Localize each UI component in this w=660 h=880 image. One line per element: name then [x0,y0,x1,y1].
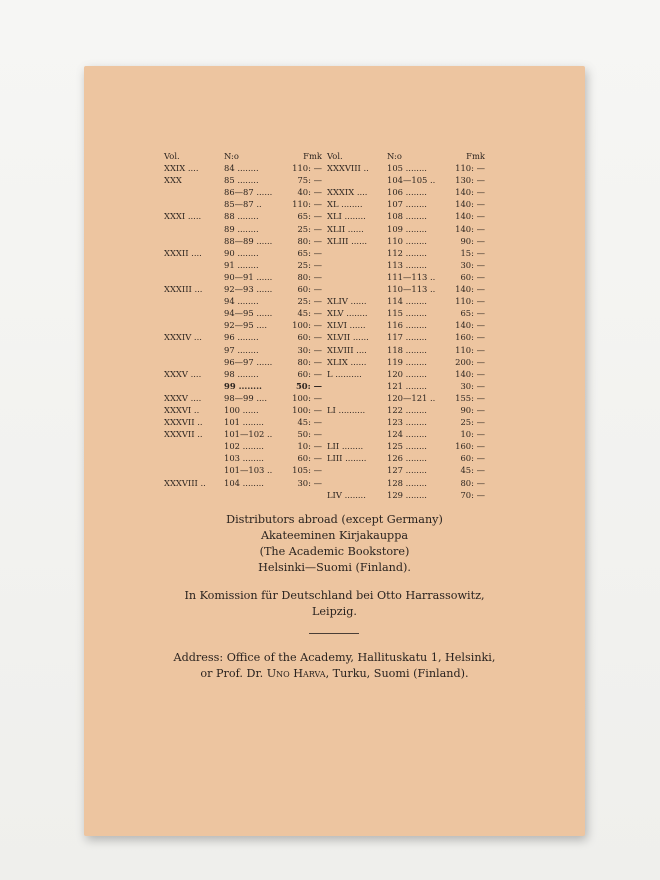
row-vol: XXXIV ... [164,332,202,343]
row-price: 25: — [297,259,322,270]
table-row [327,380,485,392]
address-prefix: or Prof. Dr. [200,667,267,680]
row-no: 119 ........ [387,356,427,367]
book-back-cover [84,66,585,836]
row-no: 98—99 .... [224,392,267,403]
row-vol: XXXVI .. [164,404,200,415]
row-no: 101 ........ [224,417,264,428]
row-price: 100: — [292,392,322,403]
row-price: 30: — [297,344,322,355]
row-vol: XXXII .... [164,247,202,258]
row-price: 110: — [292,163,322,174]
row-price: 160: — [455,332,485,343]
row-vol: XXXVII .. [164,429,203,440]
table-row [327,247,485,259]
row-vol: XXXIX .... [327,187,368,198]
table-row [327,368,485,380]
header-vol: Vol. [164,151,180,161]
row-vol: XL ........ [327,199,363,210]
row-no: 97 ........ [224,344,259,355]
row-price: 70: — [460,489,485,500]
header-price: Fmk [466,151,485,161]
row-no: 115 ........ [387,308,427,319]
row-vol: XXXV .... [164,368,202,379]
row-price: 75: — [297,175,322,186]
table-row [164,331,322,343]
row-price: 140: — [455,199,485,210]
row-no: 89 ........ [224,223,259,234]
row-price: 30: — [460,380,485,391]
table-row [327,174,485,186]
row-no: 114 ........ [387,296,427,307]
row-price: 90: — [460,404,485,415]
row-price: 30: — [460,259,485,270]
row-price: 140: — [455,368,485,379]
row-no: 105 ........ [387,163,427,174]
table-header [327,150,485,162]
row-no: 122 ........ [387,404,427,415]
row-no: 104 ........ [224,477,264,488]
row-no: 112 ........ [387,247,427,258]
row-price: 60: — [297,332,322,343]
row-no: 102 ........ [224,441,264,452]
table-row [164,235,322,247]
row-vol: LII ........ [327,441,364,452]
row-price: 80: — [297,271,322,282]
row-no: 94—95 ...... [224,308,273,319]
row-vol: LIV ........ [327,489,366,500]
table-row [164,428,322,440]
table-row [327,452,485,464]
row-price: 65: — [297,211,322,222]
header-no: N:o [387,151,402,161]
row-vol: XXXI ..... [164,211,202,222]
row-no: 109 ........ [387,223,427,234]
row-no: 117 ........ [387,332,427,343]
address-name-last: Harva [293,667,326,680]
table-row [327,223,485,235]
commission-line: Leipzig. [312,605,357,618]
row-no: 127 ........ [387,465,427,476]
table-row [164,356,322,368]
table-row [327,186,485,198]
row-no: 106 ........ [387,187,427,198]
row-no: 94 ........ [224,296,259,307]
row-price: 110: — [455,296,485,307]
table-row [327,307,485,319]
price-table-right-column [327,150,485,501]
row-no: 101—102 .. [224,429,273,440]
row-vol: XLI ........ [327,211,366,222]
row-price: 25: — [460,417,485,428]
table-row [164,247,322,259]
row-price: 65: — [297,247,322,258]
table-row [327,464,485,476]
row-no: 110 ........ [387,235,427,246]
row-price: 80: — [297,235,322,246]
row-price: 100: — [292,320,322,331]
row-vol: XLV ........ [327,308,368,319]
row-price: 65: — [460,308,485,319]
row-no: 108 ........ [387,211,427,222]
row-no: 111—113 .. [387,271,436,282]
row-vol: XXIX .... [164,163,199,174]
table-row [164,380,322,392]
header-vol: Vol. [327,151,343,161]
row-no: 110—113 .. [387,284,436,295]
table-row [164,295,322,307]
divider [309,633,359,634]
table-row [164,174,322,186]
row-price: 80: — [460,477,485,488]
table-row [164,198,322,210]
row-price: 140: — [455,223,485,234]
row-no: 121 ........ [387,380,427,391]
row-no: 84 ........ [224,163,259,174]
table-row [164,259,322,271]
row-price: 45: — [460,465,485,476]
row-vol: XLVII ...... [327,332,369,343]
row-no: 96—97 ...... [224,356,273,367]
row-vol: XLIV ...... [327,296,367,307]
row-no: 88—89 ...... [224,235,273,246]
row-price: 110: — [455,163,485,174]
row-vol: XXXVIII .. [164,477,206,488]
row-price: 40: — [297,187,322,198]
row-price: 140: — [455,284,485,295]
table-row [164,271,322,283]
table-row [327,283,485,295]
table-row [327,404,485,416]
table-row [164,392,322,404]
table-row [164,162,322,174]
row-price: 80: — [297,356,322,367]
row-no: 92—93 ...... [224,284,273,295]
address-line: Address: Office of the Academy, Hallituskatu 1, Helsinki, [173,651,496,664]
row-no: 100 ...... [224,404,259,415]
row-no: 116 ........ [387,320,427,331]
row-vol: LIII ........ [327,453,367,464]
row-price: 160: — [455,441,485,452]
table-row [327,319,485,331]
address-line [84,666,585,682]
row-vol: XLII ...... [327,223,364,234]
row-no: 128 ........ [387,477,427,488]
row-no: 113 ........ [387,259,427,270]
row-price: 60: — [297,284,322,295]
table-row [327,440,485,452]
row-vol: XLIX ...... [327,356,367,367]
table-row [327,331,485,343]
row-price: 100: — [292,404,322,415]
row-no: 107 ........ [387,199,427,210]
row-price: 105: — [292,465,322,476]
row-no: 123 ........ [387,417,427,428]
row-price: 155: — [455,392,485,403]
table-row [327,210,485,222]
row-price: 60: — [460,271,485,282]
row-no: 90—91 ...... [224,271,273,282]
header-no: N:o [224,151,239,161]
row-vol: XLIII ...... [327,235,368,246]
row-no: 126 ........ [387,453,427,464]
address-block [84,650,585,682]
table-row [164,404,322,416]
row-no: 124 ........ [387,429,427,440]
row-no: 120—121 .. [387,392,436,403]
distributors-line: Akateeminen Kirjakauppa [260,529,409,542]
row-price: 130: — [455,175,485,186]
row-price: 45: — [297,417,322,428]
table-header [164,150,322,162]
row-no: 125 ........ [387,441,427,452]
row-vol: LI .......... [327,404,366,415]
table-row [327,259,485,271]
table-row [164,477,322,489]
table-row [164,223,322,235]
address-suffix: , Turku, Suomi (Finland). [325,667,469,680]
row-price: 110: — [455,344,485,355]
row-price: 45: — [297,308,322,319]
table-row [164,307,322,319]
row-no: 86—87 ...... [224,187,273,198]
table-row [327,235,485,247]
row-no: 96 ........ [224,332,259,343]
row-no: 85—87 .. [224,199,262,210]
row-no: 129 ........ [387,489,427,500]
row-vol: XLVI ...... [327,320,366,331]
row-vol: XXXVII .. [164,417,203,428]
row-vol: XXXVIII .. [327,163,369,174]
distributors-block [84,512,585,576]
table-row [327,295,485,307]
row-price: 200: — [455,356,485,367]
row-no: 85 ........ [224,175,259,186]
row-no: 88 ........ [224,211,259,222]
row-vol: L .......... [327,368,362,379]
table-row [327,477,485,489]
row-price: 140: — [455,320,485,331]
table-row [327,489,485,501]
row-price: 60: — [297,368,322,379]
row-price: 60: — [297,453,322,464]
row-no: 90 ........ [224,247,259,258]
row-price: 15: — [460,247,485,258]
table-row [164,210,322,222]
table-row [164,368,322,380]
row-price: 110: — [292,199,322,210]
commission-line: In Komission für Deutschland bei Otto Harrassowitz, [184,589,485,602]
table-row [164,186,322,198]
row-price: 140: — [455,187,485,198]
row-price: 10: — [460,429,485,440]
table-row [327,344,485,356]
table-row [164,464,322,476]
row-no: 104—105 .. [387,175,436,186]
row-no: 99 ........ [224,380,262,391]
row-price: 50: — [295,380,322,391]
row-price: 25: — [297,296,322,307]
address-name-first: Uno [266,667,290,680]
row-price: 30: — [297,477,322,488]
row-no: 101—103 .. [224,465,273,476]
table-row [327,271,485,283]
row-no: 98 ........ [224,368,259,379]
distributors-line: (The Academic Bookstore) [259,545,410,558]
table-row [327,416,485,428]
row-price: 50: — [297,429,322,440]
row-price: 10: — [297,441,322,452]
row-vol: XLVIII .... [327,344,367,355]
table-row [164,416,322,428]
row-price: 60: — [460,453,485,464]
row-no: 91 ........ [224,259,259,270]
table-row [164,344,322,356]
table-row [164,319,322,331]
row-no: 120 ........ [387,368,427,379]
row-price: 25: — [297,223,322,234]
table-row [164,452,322,464]
row-no: 92—95 .... [224,320,267,331]
header-price: Fmk [303,151,322,161]
row-no: 103 ........ [224,453,264,464]
row-price: 90: — [460,235,485,246]
row-price: 140: — [455,211,485,222]
table-row [327,198,485,210]
price-table-left-column [164,150,322,489]
distributors-line: Distributors abroad (except Germany) [226,513,443,526]
row-no: 118 ........ [387,344,427,355]
distributors-line: Helsinki—Suomi (Finland). [258,561,411,574]
table-row [164,440,322,452]
row-vol: XXX [164,175,182,186]
table-row [327,428,485,440]
table-row [327,162,485,174]
row-vol: XXXIII ... [164,284,203,295]
table-row [327,392,485,404]
table-row [327,356,485,368]
row-vol: XXXV .... [164,392,202,403]
table-row [164,283,322,295]
commission-block [84,588,585,620]
